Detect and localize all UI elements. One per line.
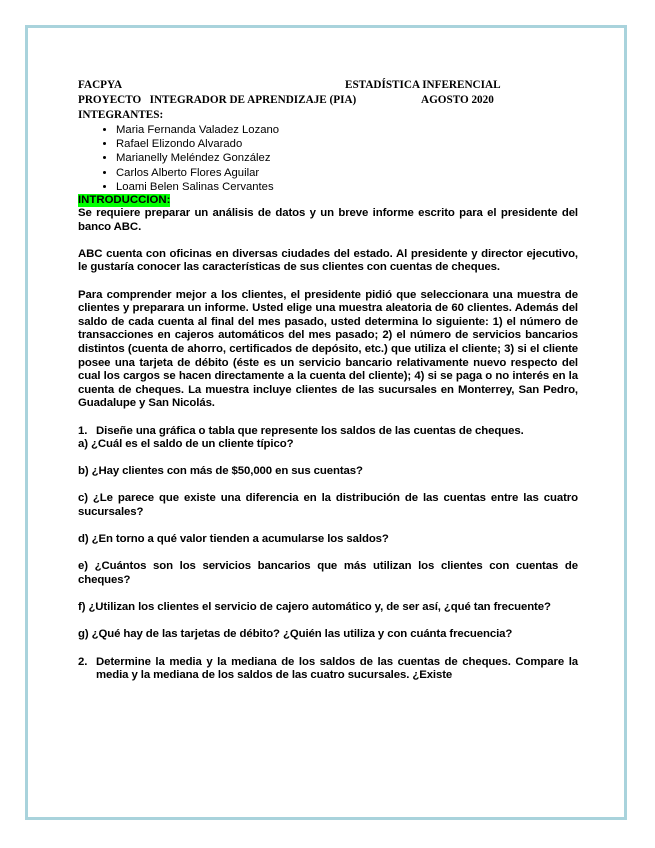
question-1b: b) ¿Hay clientes con más de $50,000 en sus cuentas? (78, 465, 363, 478)
member-item: • Marianelly Meléndez González (116, 151, 578, 165)
question-1e: e) ¿Cuántos son los servicios bancarios que más utilizan los clientes con cuentas de cheques? (78, 560, 578, 587)
member-item: • Maria Fernanda Valadez Lozano (116, 123, 578, 137)
member-item: • Loami Belen Salinas Cervantes (116, 180, 578, 194)
intro-paragraph-2: ABC cuenta con oficinas en diversas ciudades del estado. Al presidente y director ejecutivo, le gustaría conocer las características de sus clientes con cuentas de cheques. (78, 247, 578, 274)
question-1-text: Diseñe una gráfica o tabla que represente los saldos de las cuentas de cheques. (96, 424, 524, 437)
question-1g: g) ¿Qué hay de las tarjetas de débito? ¿Quién las utiliza y con cuánta frecuencia? (78, 628, 513, 641)
members-label: INTEGRANTES: (78, 109, 164, 121)
document-header (78, 78, 578, 123)
intro-paragraph-1: Se requiere preparar un análisis de datos y un breve informe escrito para el presidente del banco ABC. (78, 207, 578, 233)
question-2-number: 2. (78, 655, 88, 668)
document-body (78, 78, 578, 683)
school-name: FACPYA (78, 79, 123, 91)
project-date: AGOSTO 2020 (421, 94, 494, 106)
member-item: • Rafael Elizondo Alvarado (116, 137, 578, 151)
question-1a: a) ¿Cuál es el saldo de un cliente típico? (78, 438, 294, 451)
question-1f: f) ¿Utilizan los clientes el servicio de cajero automático y, de ser así, ¿qué tan frecuente? (78, 601, 551, 614)
member-item: • Carlos Alberto Flores Aguilar (116, 166, 578, 180)
question-2-text: Determine la media y la mediana de los saldos de las cuentas de cheques. Compare la media y la mediana de los saldos de las cuatro sucursales. ¿Existe (96, 655, 578, 682)
subject-name: ESTADÍSTICA INFERENCIAL (345, 79, 501, 91)
question-2 (78, 656, 578, 683)
members-list (78, 123, 578, 194)
question-1d: d) ¿En torno a qué valor tienden a acumularse los saldos? (78, 533, 389, 546)
intro-heading: INTRODUCCION: (78, 194, 171, 207)
question-1-number: 1. (78, 424, 88, 437)
project-title: PROYECTO INTEGRADOR DE APRENDIZAJE (PIA) (78, 94, 357, 106)
intro-paragraph-3: Para comprender mejor a los clientes, el presidente pidió que seleccionara una muestra de clientes y preparara un informe. Usted elige una muestra aleatoria de 60 clientes. Además del saldo de cada cuenta al final del mes pasado, usted determina lo siguiente: 1) el número de transacciones en cajeros automáticos del mes pasado; 2) el número de servicios bancarios distintos (cuenta de ahorro, certificados de depósito, etc.) que utiliza el cliente; 3) si el cliente posee una tarjeta de débito (éste es un servicio bancario relativamente nuevo respecto del cual los cargos se hacen directamente a la cuenta del cliente); 4) si se paga o no interés en la cuenta de cheques. La muestra incluye clientes de las sucursales en Monterrey, San Pedro, Guadalupe y San Nicolás. (78, 288, 578, 410)
question-1 (78, 425, 578, 439)
question-1c: c) ¿Le parece que existe una diferencia en la distribución de las cuentas entre las cuatro sucursales? (78, 492, 578, 519)
